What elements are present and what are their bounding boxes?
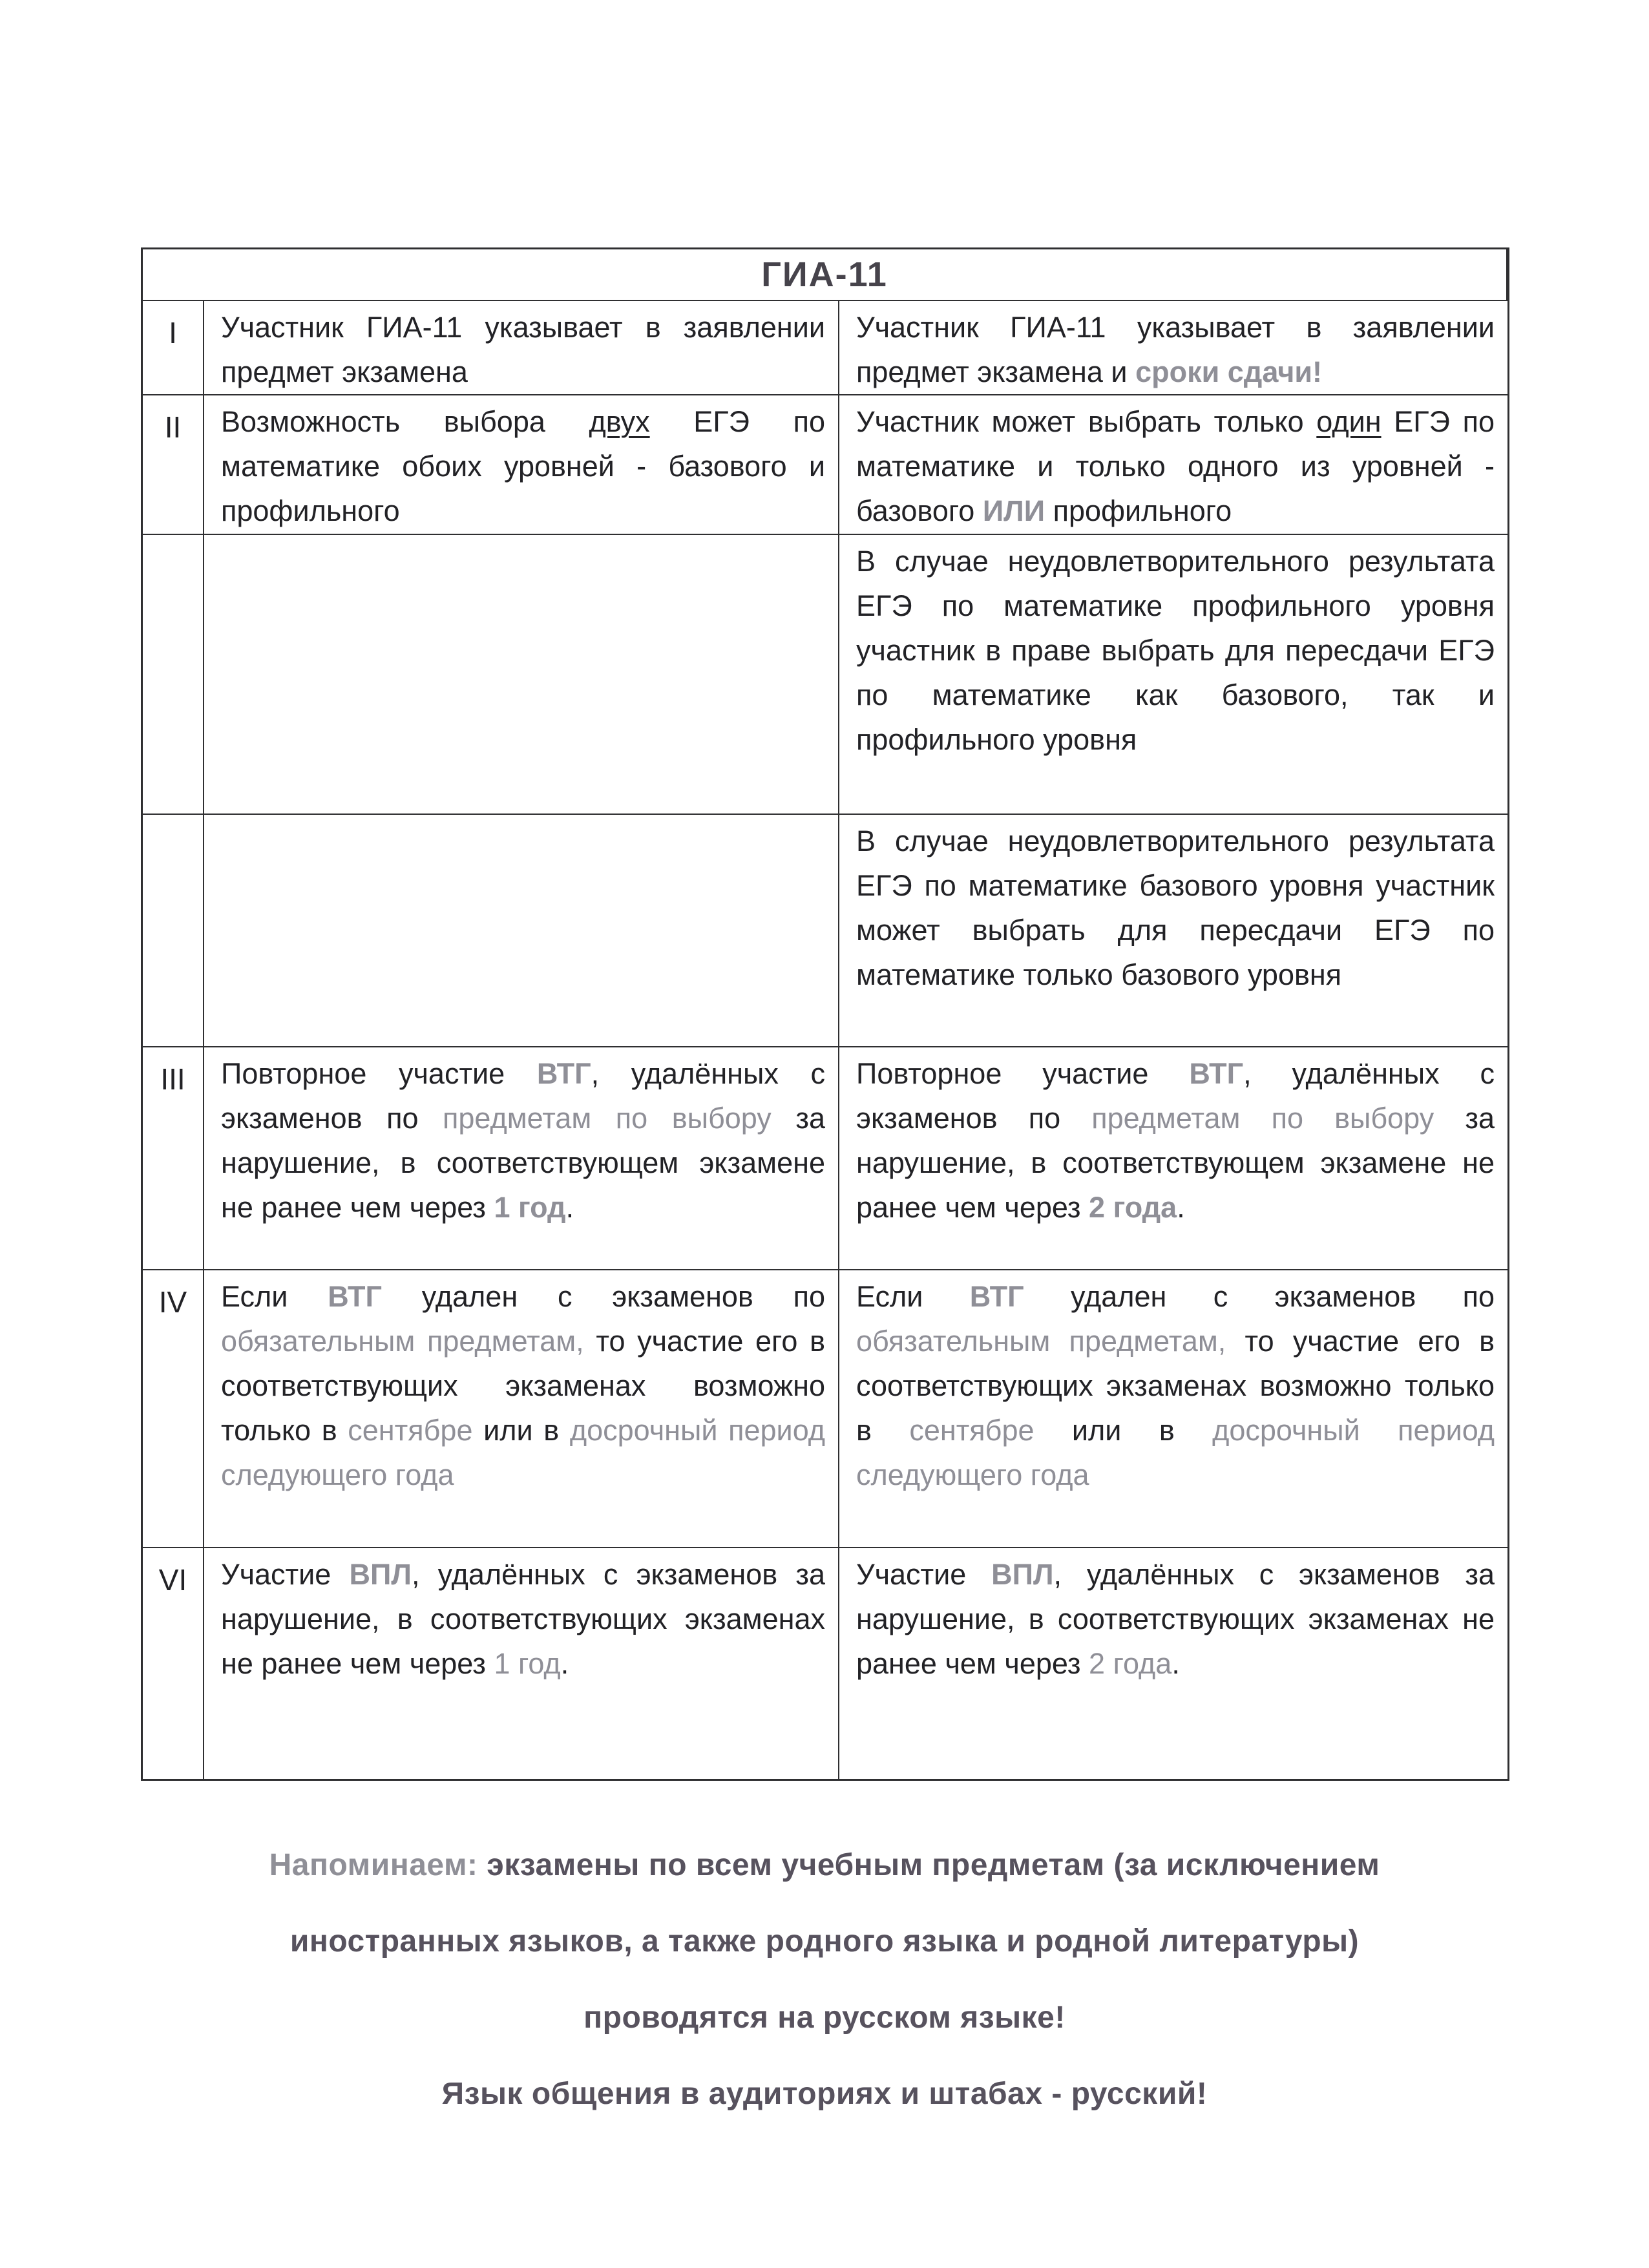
row-2-left-rule-cell: Возможность выбора двух ЕГЭ по математике обоих уровней - базового и профильного (204, 395, 839, 535)
row-4-right-rule-cell: В случае неудовлетворительного результата ЕГЭ по математике базового уровня участник может выбрать для пересдачи ЕГЭ по математике только базового уровня (839, 815, 1507, 1047)
row-7-numeral: VI (143, 1548, 204, 1779)
row-3-left-rule-cell (204, 535, 839, 815)
row-5-left-rule-cell: Повторное участие ВТГ, удалённых с экзаменов по предметам по выбору за нарушение, в соответствующем экзамене не ранее чем через 1 год. (204, 1047, 839, 1270)
row-1-right-rule-cell: Участник ГИА-11 указывает в заявлении предмет экзамена и сроки сдачи! (839, 301, 1507, 395)
row-5-right-rule-cell: Повторное участие ВТГ, удалённых с экзаменов по предметам по выбору за нарушение, в соответствующем экзамене не ранее чем через 2 года. (839, 1047, 1507, 1270)
row-1-numeral: I (143, 301, 204, 395)
footer-line-3: проводятся на русском языке! (583, 2000, 1066, 2035)
gia-11-rules-table (141, 247, 1509, 1781)
table-title: ГИА-11 (761, 255, 888, 294)
table-title-row (143, 249, 1507, 301)
row-6-left-rule-cell: Если ВТГ удален с экзаменов по обязательным предметам, то участие его в соответствующих экзаменах возможно только в сентябре или в досрочный период следующего года (204, 1270, 839, 1548)
row-2-right-rule-cell: Участник может выбрать только один ЕГЭ по математике и только одного из уровней - базового ИЛИ профильного (839, 395, 1507, 535)
row-4-left-rule-cell (204, 815, 839, 1047)
row-6-right-rule-cell: Если ВТГ удален с экзаменов по обязательным предметам, то участие его в соответствующих экзаменах возможно только в сентябре или в досрочный период следующего года (839, 1270, 1507, 1548)
row-3-right-rule-cell: В случае неудовлетворительного результата ЕГЭ по математике профильного уровня участник в праве выбрать для пересдачи ЕГЭ по математике как базового, так и профильного уровня (839, 535, 1507, 815)
footer-note (0, 1827, 1649, 2132)
footer-line-1: Напоминаем: экзамены по всем учебным предметам (за исключением (269, 1848, 1380, 1882)
row-4-numeral (143, 815, 204, 1047)
row-7-right-rule-cell: Участие ВПЛ, удалённых с экзаменов за нарушение, в соответствующих экзаменах не ранее чем через 2 года. (856, 1558, 1495, 1680)
row-2-numeral: II (143, 395, 204, 535)
row-7-left-rule-cell: Участие ВПЛ, удалённых с экзаменов за нарушение, в соответствующих экзаменах не ранее чем через 1 год. (204, 1548, 839, 1779)
row-1-left-rule-cell: Участник ГИА-11 указывает в заявлении предмет экзамена (204, 301, 839, 395)
row-5-numeral: III (143, 1047, 204, 1270)
footer-line-2: иностранных языков, а также родного языка и родной литературы) (289, 1924, 1360, 1958)
row-3-numeral (143, 535, 204, 815)
row-6-numeral: IV (143, 1270, 204, 1548)
footer-line-4: Язык общения в аудиториях и штабах - русский! (441, 2077, 1208, 2111)
